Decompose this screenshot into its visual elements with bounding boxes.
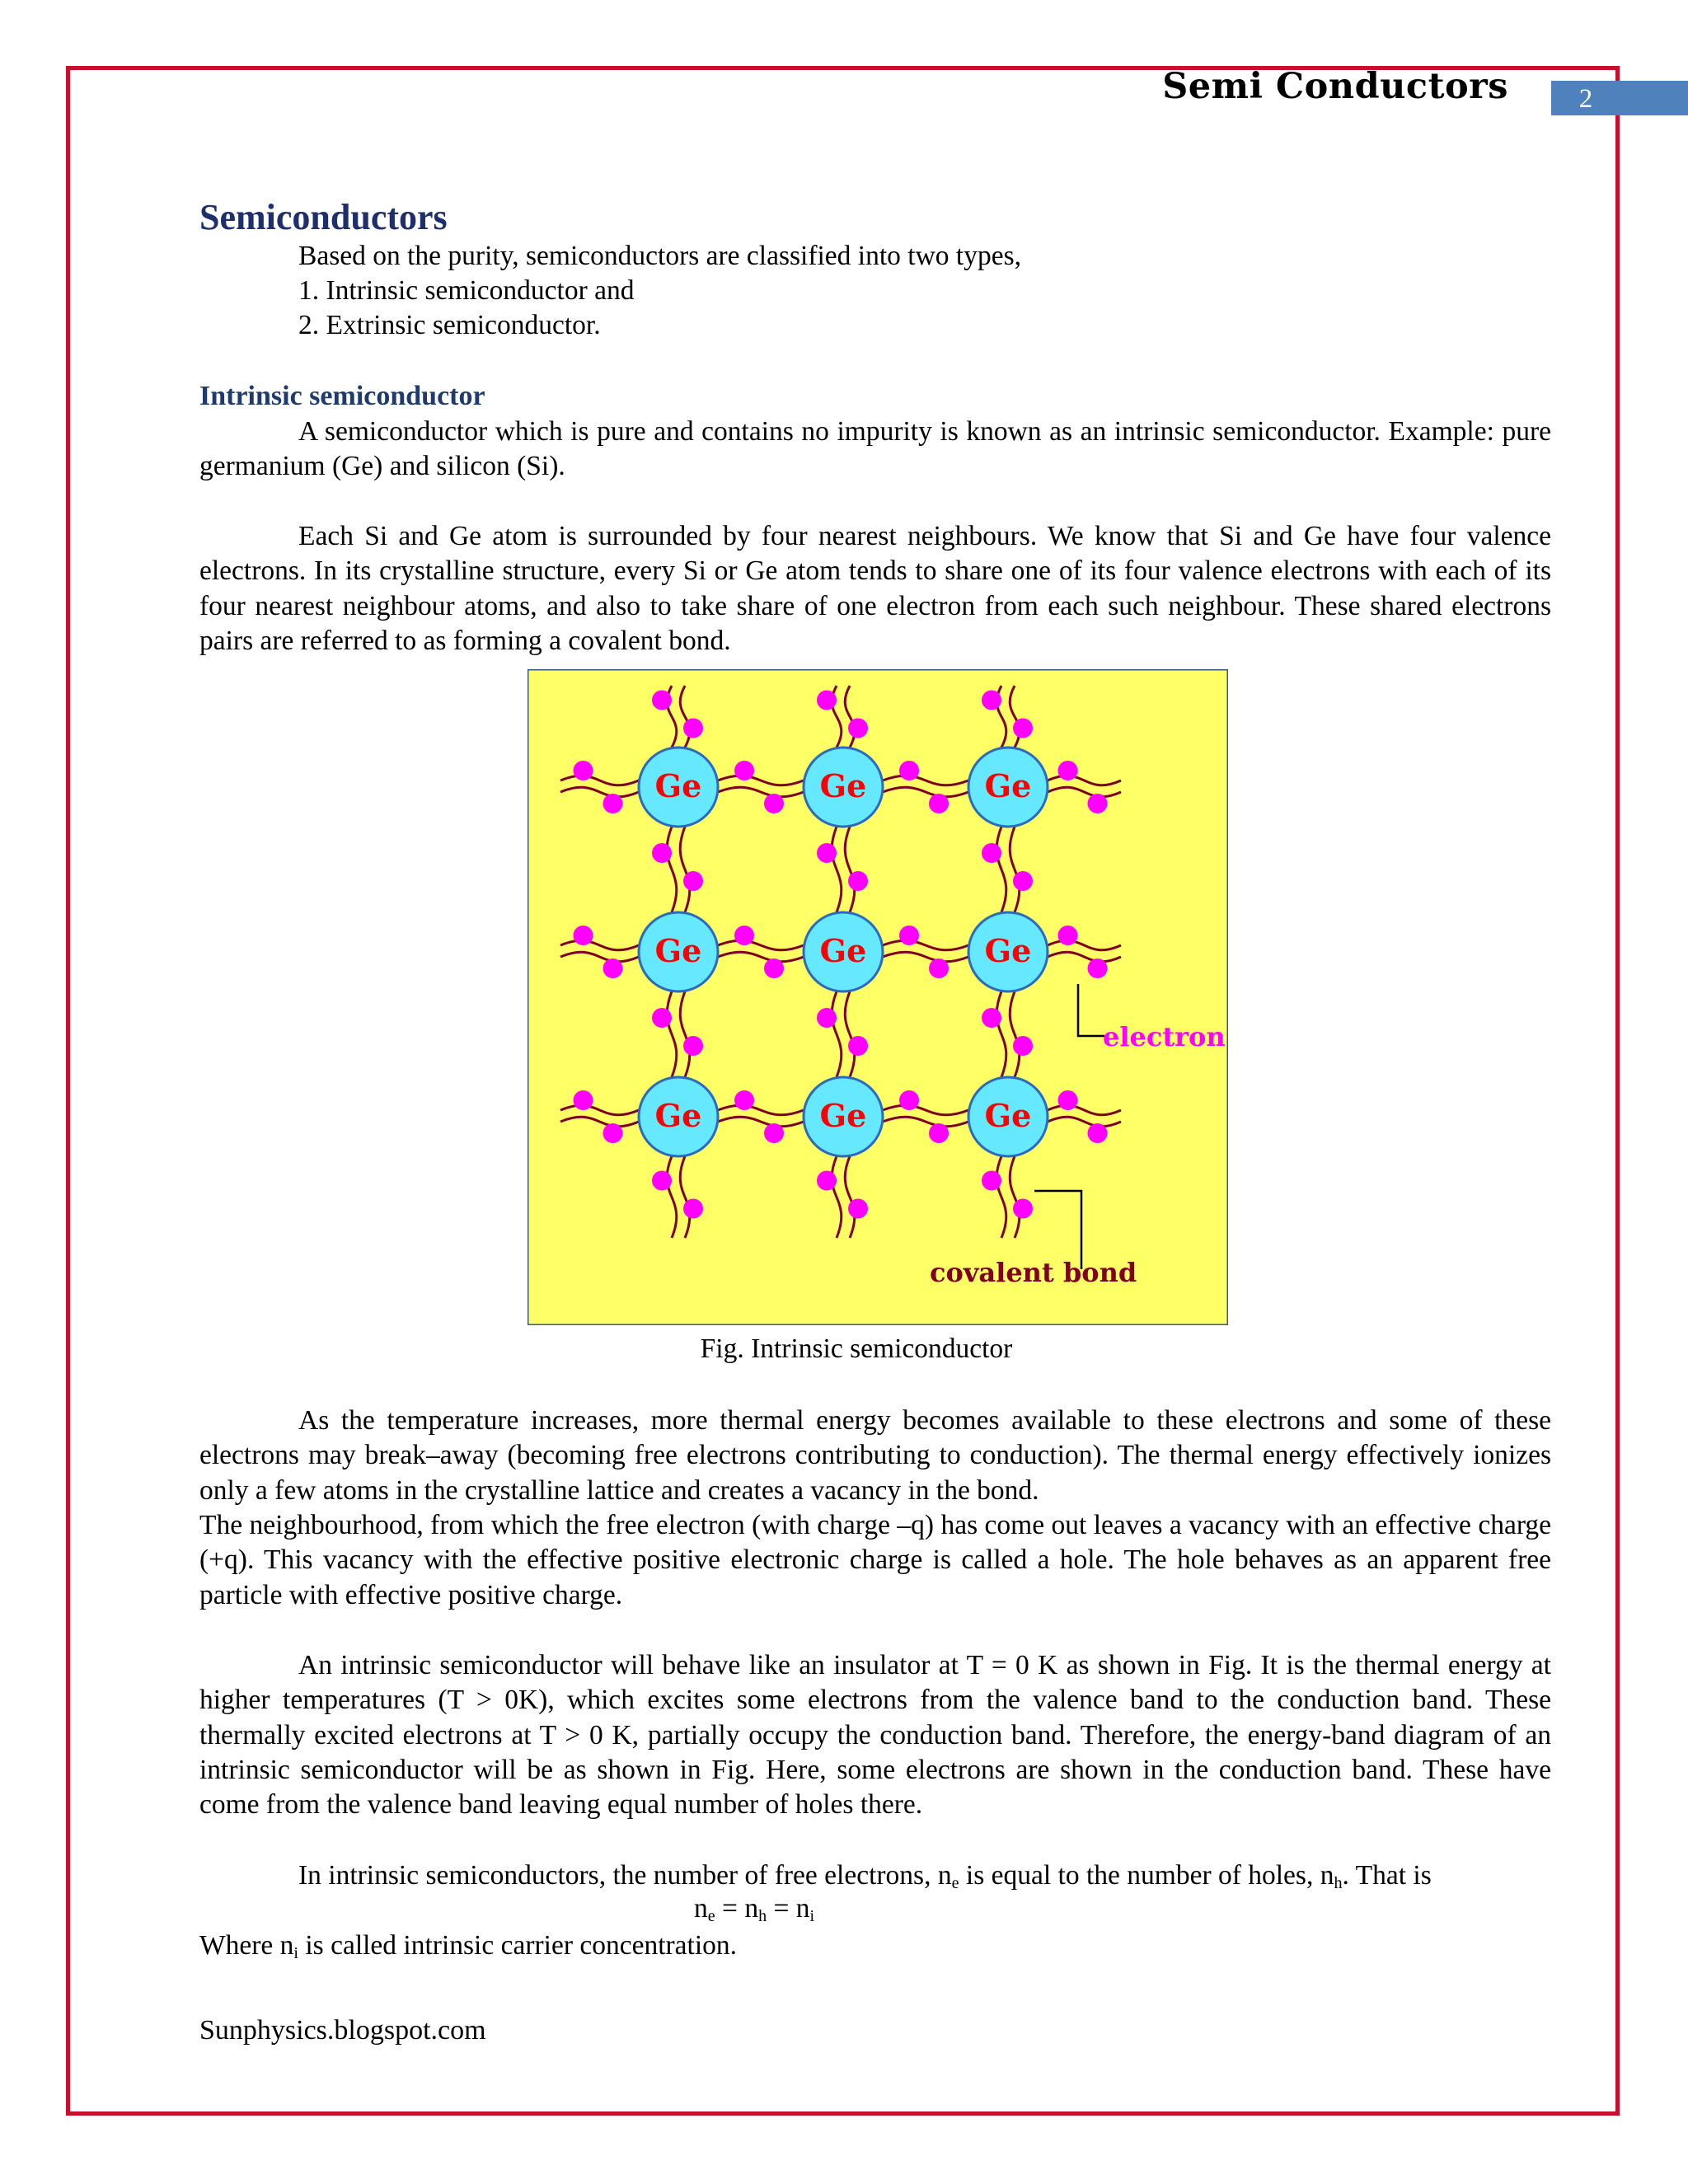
- list-item: 1. Intrinsic semiconductor and: [298, 275, 635, 306]
- electron-dot: [574, 761, 593, 780]
- electron-dot: [734, 926, 754, 945]
- electron-dot: [603, 794, 623, 813]
- electron-dot: [929, 1123, 949, 1143]
- electron-dot: [982, 843, 1001, 863]
- section-heading: Semiconductors: [199, 197, 448, 237]
- lattice-diagram: [528, 669, 1228, 1325]
- electron-dot: [764, 1123, 784, 1143]
- electron-dot: [817, 843, 837, 863]
- paragraph: In intrinsic semiconductors, the number of free electrons, $n_e$ is equal to the number of holes, $n_h$. That is: [298, 1860, 1432, 1893]
- paragraph-text: The neighbourhood, from which the free electron (with charge –q) has come out leaves a vacancy with an effective charge (+q). This vacancy with the effective positive electronic charge is called a hole. The hole behaves as an apparent free particle with effective positive charge.: [199, 1510, 1551, 1610]
- electron-dot: [982, 691, 1001, 710]
- electron-dot: [1013, 871, 1033, 891]
- header-title: Semi Conductors: [1162, 66, 1508, 107]
- electron-dot: [1013, 1036, 1033, 1056]
- electron-dot: [683, 1199, 703, 1219]
- electron-dot: [652, 691, 672, 710]
- electron-dot: [982, 1008, 1001, 1028]
- list-item: 2. Extrinsic semiconductor.: [298, 310, 601, 340]
- ge-atom-label: Ge: [984, 1097, 1032, 1134]
- electron-dot: [848, 1036, 868, 1056]
- carrier-formula: $n_e = n_h = n_i$: [694, 1893, 815, 1926]
- lattice-figure: [528, 669, 1228, 1325]
- paragraph: [199, 1404, 1551, 1508]
- paragraph-text: Each Si and Ge atom is surrounded by four nearest neighbours. We know that Si and Ge have four valence electrons. In its crystalline structure, every Si or Ge atom tends to share one of its four valence electrons with each of its four nearest neighbour atoms, and also to take share of one electron from each such neighbour. These shared electrons pairs are referred to as forming a covalent bond.: [199, 521, 1551, 656]
- ge-atom-label: Ge: [819, 1097, 867, 1134]
- electron-dot: [899, 761, 919, 780]
- electron-dot: [1013, 1199, 1033, 1219]
- electron-dot: [1058, 761, 1078, 780]
- electron-dot: [603, 958, 623, 978]
- paragraph: [199, 415, 1551, 485]
- paragraph: [199, 1508, 1551, 1613]
- ge-atom-label: Ge: [984, 932, 1032, 969]
- electron-dot: [1013, 719, 1033, 738]
- paragraph: [199, 1648, 1551, 1822]
- ge-atom-label: Ge: [984, 767, 1032, 804]
- electron-dot: [817, 691, 837, 710]
- page-number: 2: [1578, 84, 1593, 114]
- electron-dot: [764, 794, 784, 813]
- electron-dot: [734, 1090, 754, 1110]
- electron-dot: [1088, 958, 1108, 978]
- electron-dot: [1058, 1090, 1078, 1110]
- ge-atom-label: Ge: [654, 932, 702, 969]
- electron-dot: [848, 719, 868, 738]
- electron-dot: [652, 1171, 672, 1191]
- electron-dot: [764, 958, 784, 978]
- paragraph: [199, 519, 1551, 658]
- footer-site: Sunphysics.blogspot.com: [199, 2015, 486, 2046]
- electron-dot: [652, 843, 672, 863]
- paragraph: Where $n_i$ is called intrinsic carrier concentration.: [199, 1930, 738, 1963]
- ge-atom-label: Ge: [654, 767, 702, 804]
- ge-atom-label: Ge: [819, 767, 867, 804]
- electron-dot: [1088, 794, 1108, 813]
- intro-text: Based on the purity, semiconductors are classified into two types,: [298, 241, 1022, 271]
- electron-dot: [848, 871, 868, 891]
- electron-dot: [1058, 926, 1078, 945]
- electron-dot: [982, 1171, 1001, 1191]
- electron-dot: [603, 1123, 623, 1143]
- electron-label: electron: [1103, 1021, 1226, 1052]
- electron-dot: [817, 1171, 837, 1191]
- electron-dot: [683, 1036, 703, 1056]
- electron-dot: [734, 761, 754, 780]
- electron-dot: [683, 871, 703, 891]
- electron-dot: [574, 926, 593, 945]
- subsection-heading: Intrinsic semiconductor: [199, 381, 485, 411]
- electron-dot: [899, 926, 919, 945]
- paragraph-text: A semiconductor which is pure and contains no impurity is known as an intrinsic semiconductor. Example: pure germanium (Ge) and silicon (Si).: [199, 416, 1551, 482]
- electron-dot: [574, 1090, 593, 1110]
- paragraph-text: As the temperature increases, more thermal energy becomes available to these electrons and some of these electrons may break–away (becoming free electrons contributing to conduction). The thermal energy effectively ionizes only a few atoms in the crystalline lattice and creates a vacancy in the bond.: [199, 1405, 1551, 1506]
- electron-dot: [929, 794, 949, 813]
- covalent-bond-label: covalent bond: [930, 1257, 1137, 1288]
- electron-dot: [817, 1008, 837, 1028]
- electron-dot: [929, 958, 949, 978]
- electron-dot: [652, 1008, 672, 1028]
- ge-atom-label: Ge: [819, 932, 867, 969]
- ge-atom-label: Ge: [654, 1097, 702, 1134]
- electron-dot: [848, 1199, 868, 1219]
- paragraph-text: An intrinsic semiconductor will behave like an insulator at T = 0 K as shown in Fig. It is the thermal energy at higher temperatures (T > 0K), which excites some electrons from the valence band to the conduction band. These thermally excited electrons at T > 0 K, partially occupy the conduction band. Therefore, the energy-band diagram of an intrinsic semiconductor will be as shown in Fig. Here, some electrons are shown in the conduction band. These have come from the valence band leaving equal number of holes there.: [199, 1650, 1551, 1821]
- electron-dot: [899, 1090, 919, 1110]
- electron-dot: [683, 719, 703, 738]
- electron-dot: [1088, 1123, 1108, 1143]
- figure-caption: Fig. Intrinsic semiconductor: [700, 1333, 1013, 1364]
